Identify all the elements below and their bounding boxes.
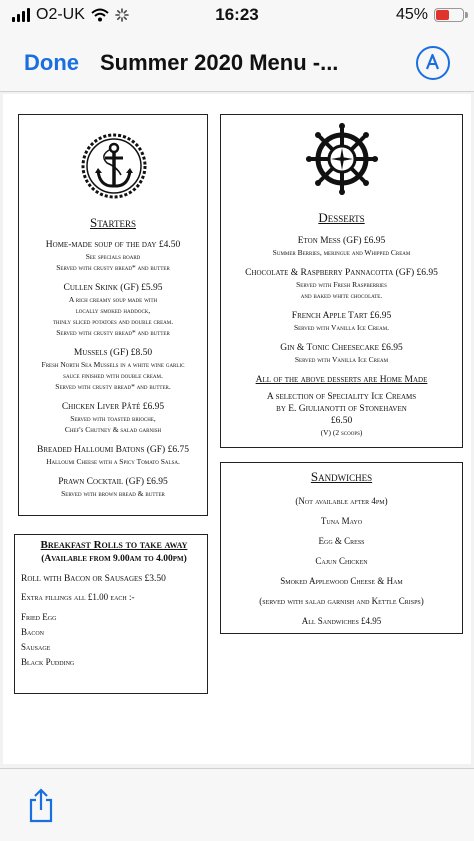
spacer	[23, 392, 203, 401]
breakfast-panel	[14, 534, 208, 694]
dessert-description: Served with Vanilla Ice Cream	[294, 355, 389, 364]
spacer	[225, 258, 458, 267]
starter-description: thinly sliced potatoes and double cream.	[52, 317, 174, 326]
breakfast-availability: (Available from 9.00am to 4.00pm)	[41, 554, 187, 564]
starter-description: Served with crusty bread* and butter	[56, 263, 170, 272]
starter-description: Fresh North Sea Mussels in a white wine garlic	[41, 360, 185, 369]
spacer	[23, 338, 203, 347]
status-time: 16:23	[215, 5, 259, 24]
dessert-title: Eton Mess (GF) £6.95	[297, 236, 386, 246]
done-button[interactable]: Done	[24, 50, 79, 75]
ice-cream-line: A selection of Speciality Ice Creams	[266, 392, 417, 402]
dessert-description: and baked white chocolate.	[300, 291, 383, 300]
dessert-description: Summer Berries, meringue and Whipped Cream	[272, 248, 411, 257]
breakfast-heading: Breakfast Rolls to take away	[40, 539, 188, 551]
battery-percent: 45%	[395, 6, 428, 23]
carrier-label: O2-UK	[36, 6, 85, 23]
sandwiches-list	[221, 491, 462, 631]
navigation-bar	[0, 34, 474, 92]
starter-title: Prawn Cocktail (GF) £6.95	[58, 477, 168, 487]
fillings-list	[21, 610, 207, 670]
anchor-emblem	[81, 133, 147, 199]
dessert-description: Served with Vanilla Ice Cream.	[293, 323, 390, 332]
sandwich-line: Cajun Chicken	[315, 556, 368, 566]
starter-description: Served with brown bread & butter	[61, 489, 165, 498]
spacer	[23, 499, 203, 508]
bottom-toolbar	[0, 768, 474, 841]
desserts-list	[225, 235, 458, 438]
ships-wheel-icon	[306, 123, 378, 195]
battery-icon	[434, 8, 464, 22]
starter-description: Served with crusty bread* and butter.	[55, 382, 171, 391]
document-page	[3, 94, 471, 764]
starter-title: Home-made soup of the day £4.50	[45, 240, 181, 250]
sandwich-line: Tuna Mayo	[320, 516, 363, 526]
sandwiches-heading: Sandwiches	[310, 469, 373, 484]
document-title: Summer 2020 Menu -...	[100, 50, 339, 75]
ice-cream-line: (V) (2 scoops)	[320, 428, 363, 437]
starter-description: Served with crusty bread* and butter	[56, 328, 170, 337]
ice-cream-line: £6.50	[330, 416, 353, 426]
starter-description: Halloumi Cheese with a Spicy Tomato Salsa.	[46, 457, 180, 466]
sandwiches-panel	[220, 462, 463, 634]
starters-heading: Starters	[90, 215, 136, 230]
desserts-heading: Desserts	[318, 210, 365, 225]
starter-description: Served with toasted brioche,	[70, 414, 156, 423]
ice-cream-line: by E. Giulianotti of Stonehaven	[276, 404, 407, 414]
desserts-note: All of the above desserts are Home Made	[255, 375, 428, 385]
wheel-emblem	[306, 123, 378, 195]
share-icon	[26, 787, 56, 823]
spacer	[225, 365, 458, 374]
sandwich-line: (served with salad garnish and Kettle Crisps)	[259, 596, 424, 606]
starter-description: sauce finished with double cream.	[63, 371, 163, 380]
starter-description: See specials board	[85, 252, 141, 261]
filling-item: Fried Egg	[21, 612, 57, 622]
starter-title: Breaded Halloumi Batons (GF) £6.75	[37, 445, 189, 455]
status-bar	[0, 0, 474, 34]
starter-description: A rich creamy soup made with	[68, 295, 158, 304]
starter-description: Chef's Chutney & salad garnish	[64, 425, 162, 434]
breakfast-roll: Roll with Bacon or Sausages £3.50	[21, 574, 166, 584]
starter-title: Chicken Liver Pâté £6.95	[61, 402, 165, 412]
sandwich-line: Smoked Applewood Cheese & Ham	[280, 576, 403, 586]
desserts-panel	[220, 114, 463, 448]
filling-item: Black Pudding	[21, 657, 75, 667]
starter-title: Mussels (GF) £8.50	[73, 348, 153, 358]
dessert-description: Served with Fresh Raspberries	[296, 280, 387, 289]
filling-item: Sausage	[21, 642, 51, 652]
starters-panel	[18, 114, 208, 516]
dessert-title: French Apple Tart £6.95	[291, 311, 392, 321]
dessert-title: Chocolate & Raspberry Pannacotta (GF) £6.95	[245, 268, 438, 278]
sandwich-line: Egg & Cress	[318, 536, 365, 546]
sandwich-line: All Sandwiches £4.95	[301, 616, 382, 626]
spacer	[23, 467, 203, 476]
spacer	[225, 333, 458, 342]
filling-item: Bacon	[21, 627, 45, 637]
dessert-title: Gin & Tonic Cheesecake £6.95	[280, 343, 403, 353]
starters-list	[23, 239, 203, 508]
spacer	[23, 435, 203, 444]
starter-title: Cullen Skink (GF) £5.95	[63, 283, 163, 293]
share-button[interactable]	[26, 787, 56, 823]
anchor-icon	[81, 133, 147, 199]
spacer	[23, 273, 203, 282]
battery-level	[436, 10, 449, 20]
markup-button[interactable]	[416, 46, 450, 80]
extra-fillings: Extra fillings all £1.00 each :-	[21, 592, 135, 602]
spacer	[225, 301, 458, 310]
markup-icon	[418, 48, 447, 77]
starter-description: locally smoked haddock,	[75, 306, 151, 315]
sandwich-line: (Not available after 4pm)	[295, 496, 388, 506]
